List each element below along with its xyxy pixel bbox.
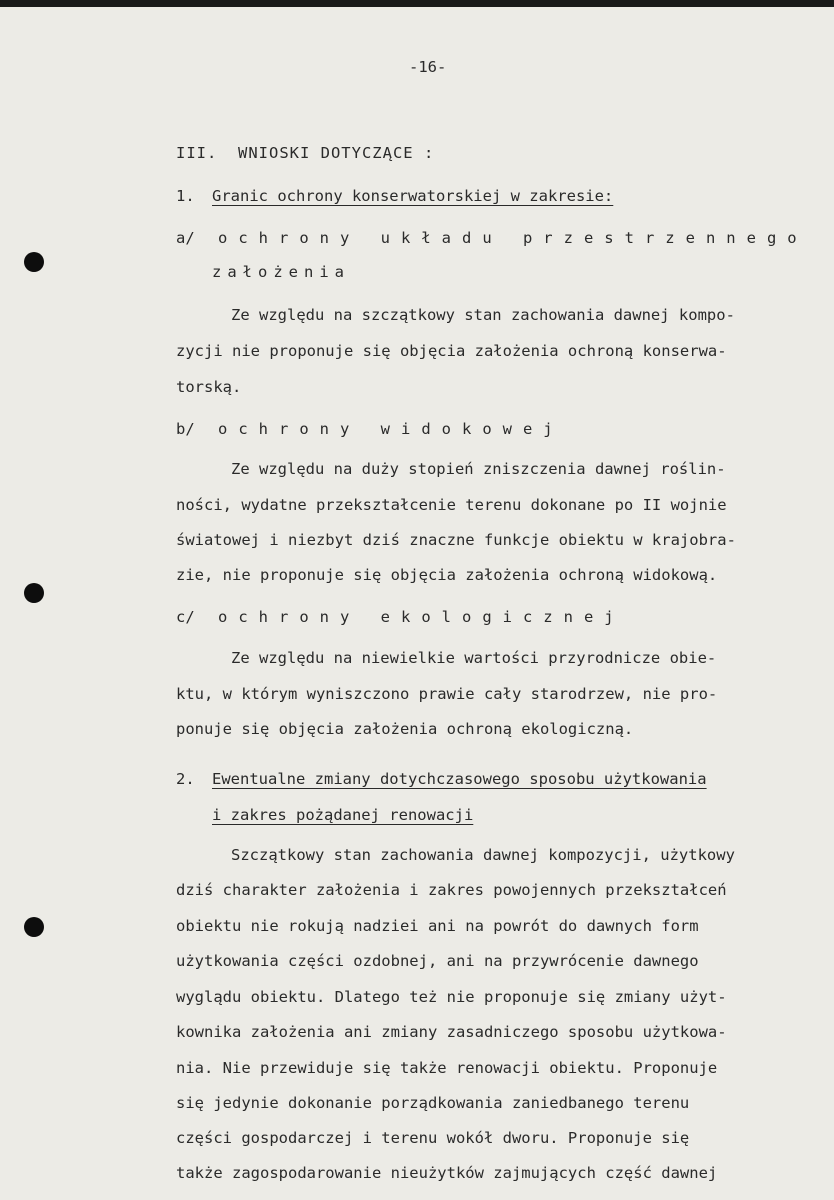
punch-hole xyxy=(24,917,44,937)
paragraph-line: dziś charakter założenia i zakres powojennych przekształceń xyxy=(176,881,727,899)
paragraph-line: Szczątkowy stan zachowania dawnej kompozycji, użytkowy xyxy=(231,846,735,864)
paragraph-line: Ze względu na niewielkie wartości przyrodnicze obie- xyxy=(231,649,717,667)
paragraph-line: nia. Nie przewiduje się także renowacji obiektu. Proponuje xyxy=(176,1059,718,1077)
punch-hole xyxy=(24,252,44,272)
paragraph-line: zycji nie proponuje się objęcia założenia ochroną konserwa- xyxy=(176,342,727,360)
point-1a-marker: a/ xyxy=(176,229,195,247)
point-1a-heading: ochrony układu przestrzennego xyxy=(218,229,808,247)
point-1b-marker: b/ xyxy=(176,420,195,438)
punch-hole xyxy=(24,583,44,603)
point-1-title: Granic ochrony konserwatorskiej w zakresie: xyxy=(212,187,614,205)
paragraph-line: się jedynie dokonanie porządkowania zaniedbanego terenu xyxy=(176,1094,690,1112)
page-number: -16- xyxy=(409,58,447,76)
paragraph-line: obiektu nie rokują nadziei ani na powrót do dawnych form xyxy=(176,917,699,935)
point-1a-heading-cont: założenia xyxy=(212,263,350,281)
point-1c-heading: ochrony ekologicznej xyxy=(218,608,625,626)
point-2-title: Ewentualne zmiany dotychczasowego sposobu użytkowania xyxy=(212,770,707,788)
scan-top-edge xyxy=(0,0,834,7)
paragraph-line: użytkowania części ozdobnej, ani na przywrócenie dawnego xyxy=(176,952,699,970)
paragraph-line: torską. xyxy=(176,378,242,396)
point-1-number: 1. xyxy=(176,187,195,205)
point-1c-marker: c/ xyxy=(176,608,195,626)
point-2-number: 2. xyxy=(176,770,195,788)
point-1b-heading: ochrony widokowej xyxy=(218,420,564,438)
paragraph-line: światowej i niezbyt dziś znaczne funkcje obiektu w krajobra- xyxy=(176,531,736,549)
paragraph-line: ktu, w którym wyniszczono prawie cały starodrzew, nie pro- xyxy=(176,685,718,703)
paragraph-line: ności, wydatne przekształcenie terenu dokonane po II wojnie xyxy=(176,496,727,514)
paragraph-line: Ze względu na szczątkowy stan zachowania dawnej kompo- xyxy=(231,306,735,324)
paragraph-line: ponuje się objęcia założenia ochroną ekologiczną. xyxy=(176,720,634,738)
paragraph-line: Ze względu na duży stopień zniszczenia dawnej roślin- xyxy=(231,460,726,478)
paragraph-line: wyglądu obiektu. Dlatego też nie proponuje się zmiany użyt- xyxy=(176,988,727,1006)
paragraph-line: zie, nie proponuje się objęcia założenia ochroną widokową. xyxy=(176,566,718,584)
point-2-title-cont: i zakres pożądanej renowacji xyxy=(212,806,474,824)
paragraph-line: także zagospodarowanie nieużytków zajmujących część dawnej xyxy=(176,1164,718,1182)
paragraph-line: kownika założenia ani zmiany zasadniczego sposobu użytkowa- xyxy=(176,1023,727,1041)
paragraph-line: części gospodarczej i terenu wokół dworu. Proponuje się xyxy=(176,1129,690,1147)
section-heading: III. WNIOSKI DOTYCZĄCE : xyxy=(176,144,435,162)
